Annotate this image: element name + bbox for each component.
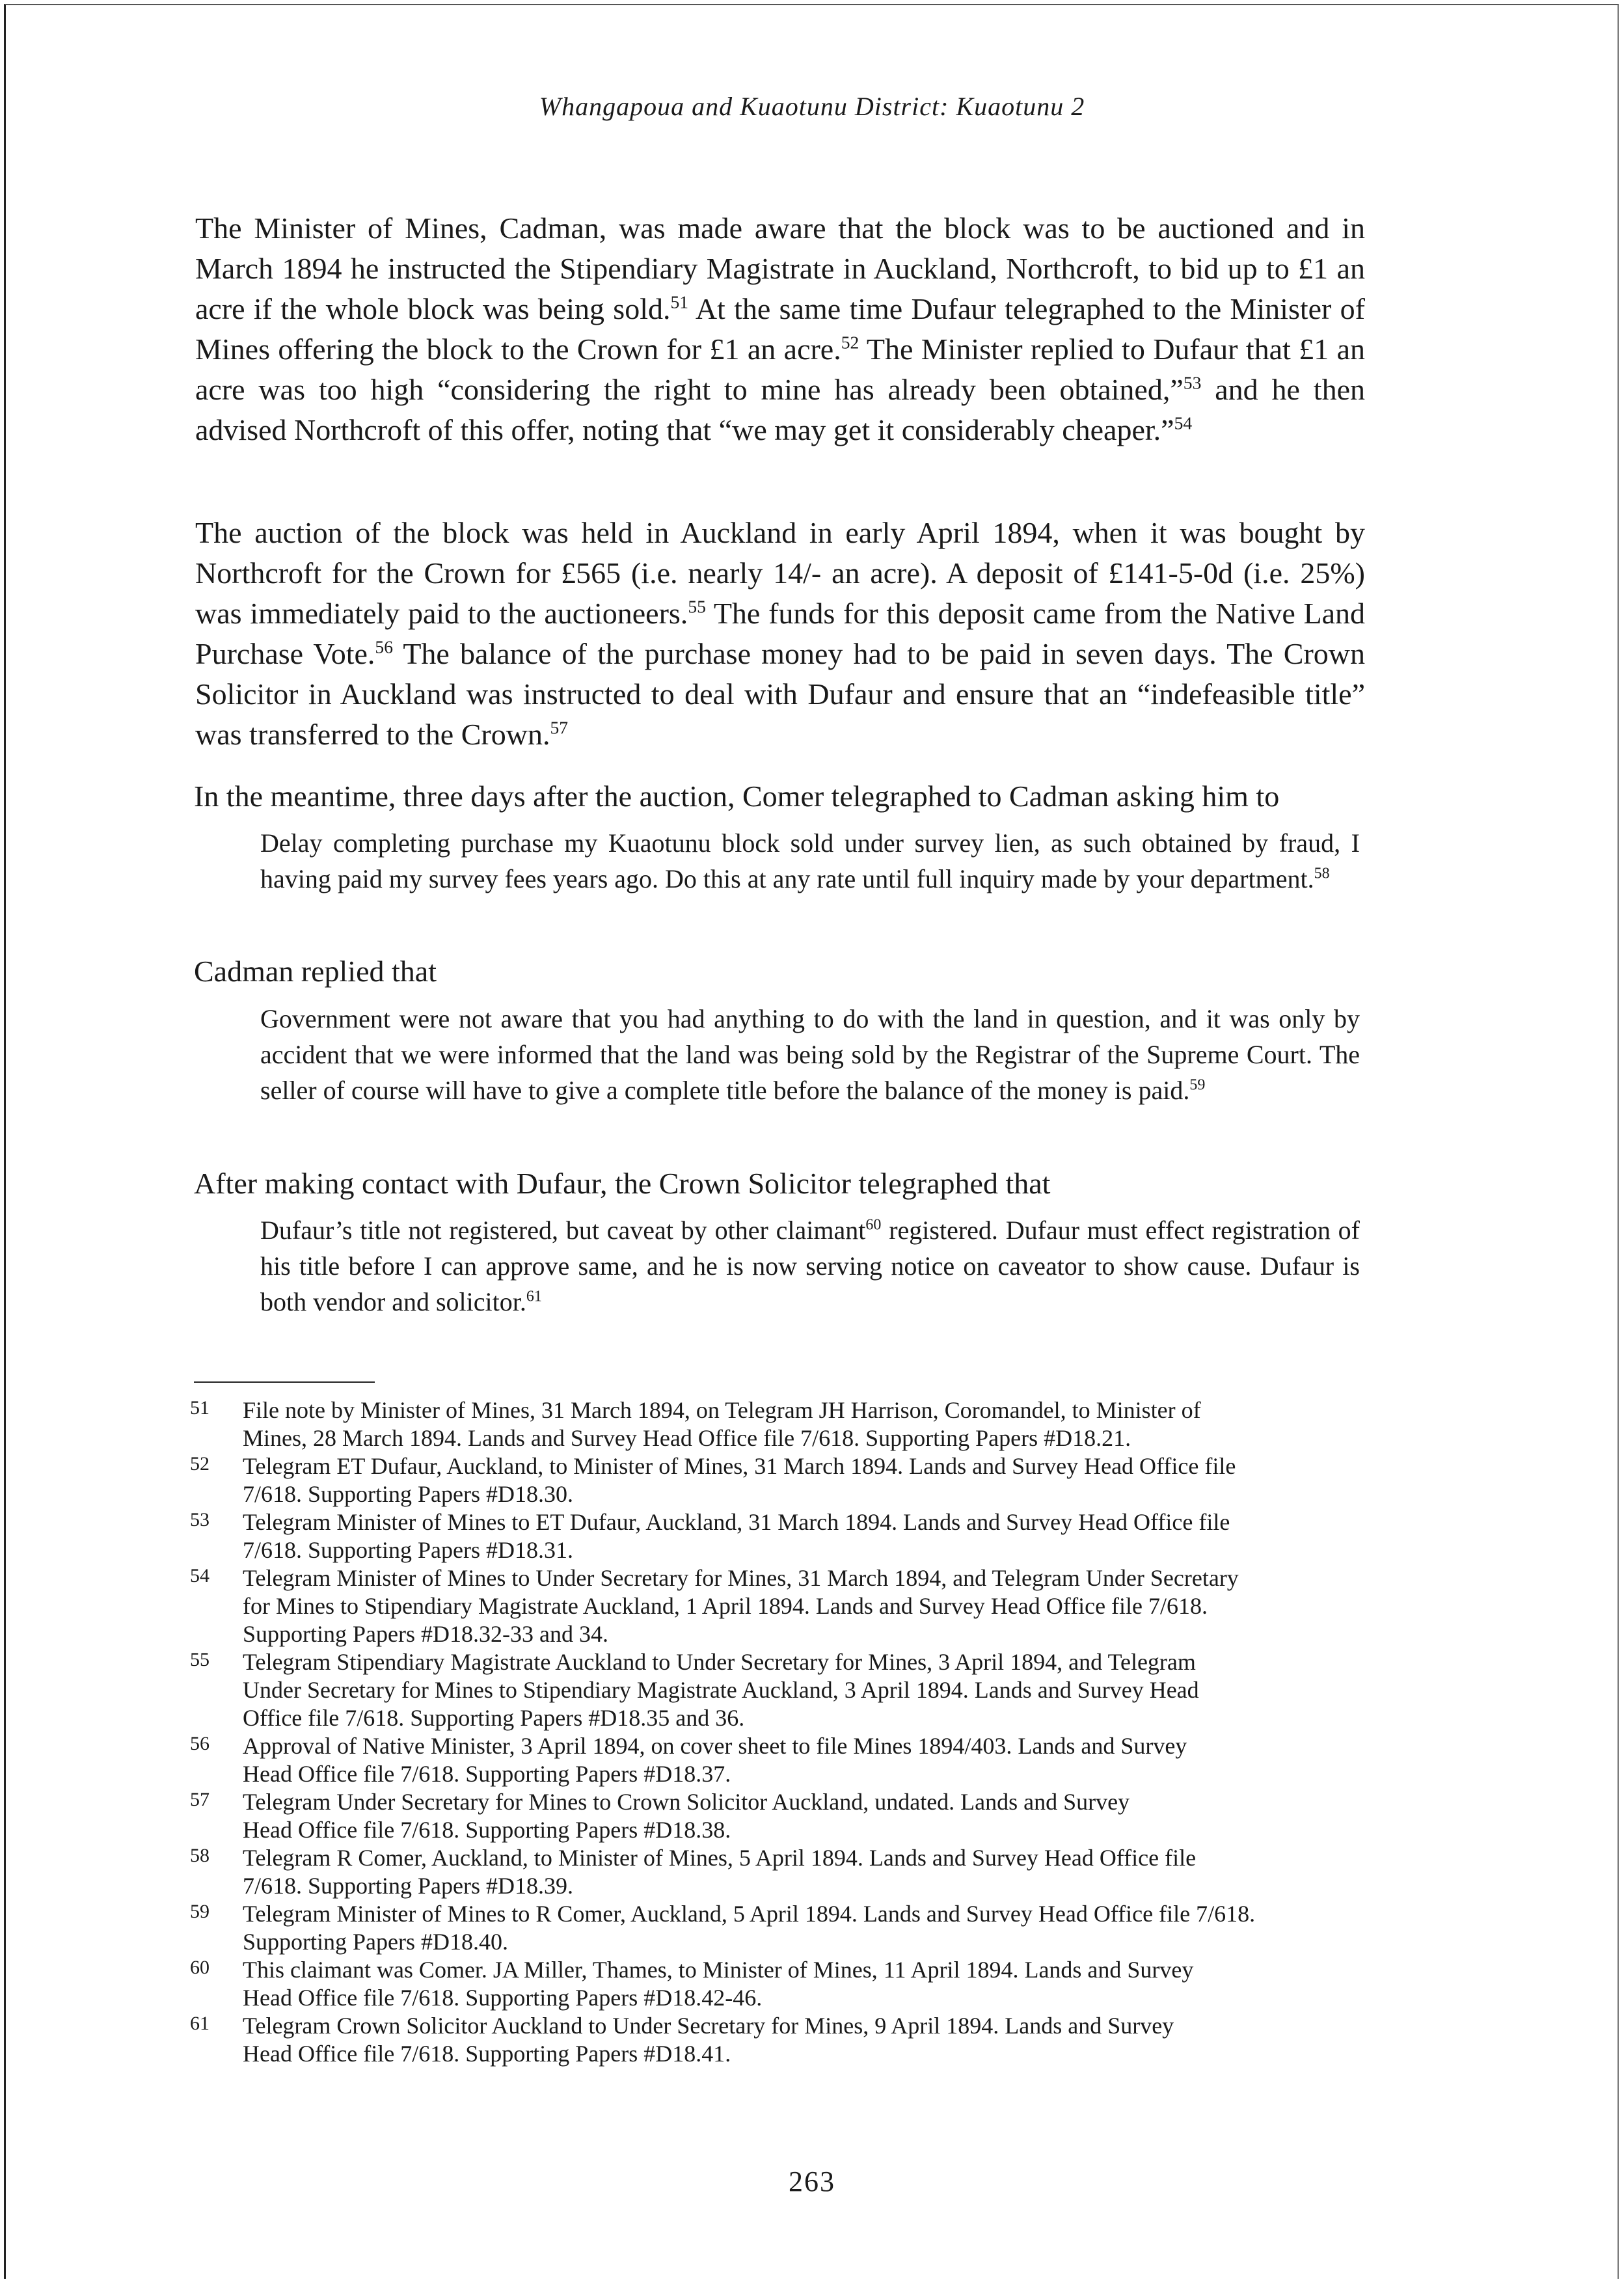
paragraph-text: and he then advised Northcroft of this offer, noting that “we may get it considerably cheaper.” [195,373,1365,446]
footnote-ref[interactable]: 51 [670,292,689,312]
paragraph-text: The Minister replied to Dufaur that £1 an acre was too high “considering the right to mine has already been obtained,” [195,333,1365,406]
footnote-number: 57 [190,1789,210,1810]
quote-text: Government were not aware that you had anything to do with the land in question, and it was only by accident that we were informed that the land was being sold by the Registrar of the Supreme Court. The seller of course will have to give a complete title before the balance of the money is paid. [260,1004,1360,1105]
footnote [190,1900,1368,1956]
footnote-number: 59 [190,1901,210,1922]
footnote-line: for Mines to Stipendiary Magistrate Auckland, 1 April 1894. Lands and Survey Head Office file 7/618. [243,1593,1208,1619]
footnote [190,2012,1368,2068]
footnote-line: Telegram Under Secretary for Mines to Crown Solicitor Auckland, undated. Lands and Survey [243,1789,1130,1815]
block-quote-1 [260,825,1360,897]
footnote [190,1788,1368,1844]
paragraph-text: The balance of the purchase money had to be paid in seven days. The Crown Solicitor in Auckland was instructed to deal with Dufaur and ensure that an “indefeasible title” was transferred to the Crown. [195,637,1365,751]
lead-in-paragraph-3: After making contact with Dufaur, the Crown Solicitor telegraphed that [194,1167,1051,1200]
body-paragraph-1 [195,208,1365,450]
footnote-line: Telegram Minister of Mines to R Comer, Auckland, 5 April 1894. Lands and Survey Head Office file 7/618. [243,1901,1256,1927]
footnote-ref[interactable]: 60 [865,1216,882,1234]
running-head: Whangapoua and Kuaotunu District: Kuaotunu 2 [539,92,1085,121]
quote-text: Dufaur’s title not registered, but caveat by other claimant [260,1216,866,1245]
footnote-number: 54 [190,1565,210,1586]
footnote-ref[interactable]: 58 [1314,865,1330,882]
lead-in-paragraph-2: Cadman replied that [194,955,437,988]
lead-in-paragraph-1: In the meantime, three days after the auction, Comer telegraphed to Cadman asking him to [194,780,1280,813]
quote-text: registered. Dufaur must effect registration of his title before I can approve same, and he is now serving notice on caveator to show cause. Dufaur is both vendor and solicitor. [260,1216,1360,1316]
footnote-number: 52 [190,1453,210,1475]
footnote-ref[interactable]: 55 [688,596,706,617]
paragraph-text: The Minister of Mines, Cadman, was made aware that the block was to be auctioned and in March 1894 he instructed the Stipendiary Magistrate in Auckland, Northcroft, to bid up to £1 an acre if the whole block was being sold. [195,211,1365,325]
paragraph-text: The auction of the block was held in Auckland in early April 1894, when it was bought by Northcroft for the Crown for £565 (i.e. nearly 14/- an acre). A deposit of £141-5-0d (i.e. 25%) was immediately paid to the auctioneers. [195,516,1365,630]
footnote-number: 53 [190,1509,210,1530]
paragraph-text: The funds for this deposit came from the Native Land Purchase Vote. [195,597,1365,670]
footnote-ref[interactable]: 57 [550,717,569,738]
footnote-line: Telegram R Comer, Auckland, to Minister of Mines, 5 April 1894. Lands and Survey Head Office file [243,1845,1197,1871]
footnotes [190,1396,1368,2068]
footnote [190,1508,1368,1564]
footnote [190,1396,1368,1452]
footnote-line: Under Secretary for Mines to Stipendiary Magistrate Auckland, 3 April 1894. Lands and Survey Head [243,1677,1199,1703]
footnote-ref[interactable]: 53 [1183,372,1202,393]
footnote-line: Telegram ET Dufaur, Auckland, to Minister of Mines, 31 March 1894. Lands and Survey Head Office file [243,1453,1236,1479]
footnote-line: 7/618. Supporting Papers #D18.30. [243,1481,573,1507]
footnote-number: 56 [190,1733,210,1754]
quote-text: Delay completing purchase my Kuaotunu block sold under survey lien, as such obtained by fraud, I having paid my survey fees years ago. Do this at any rate until full inquiry made by your department. [260,828,1360,893]
footnote-ref[interactable]: 59 [1189,1076,1206,1094]
footnote-line: Head Office file 7/618. Supporting Papers #D18.38. [243,1817,731,1843]
footnote-line: 7/618. Supporting Papers #D18.39. [243,1873,573,1899]
footnote-line: Head Office file 7/618. Supporting Papers #D18.37. [243,1761,731,1787]
footnote-line: Head Office file 7/618. Supporting Papers #D18.41. [243,2041,731,2067]
footnote-ref[interactable]: 56 [375,636,393,657]
footnote-line: Office file 7/618. Supporting Papers #D18.35 and 36. [243,1705,745,1731]
paragraph-text: At the same time Dufaur telegraphed to the Minister of Mines offering the block to the Crown for £1 an acre. [195,292,1365,366]
footnote-line: Supporting Papers #D18.40. [243,1929,508,1955]
body-paragraph-2 [195,513,1365,755]
footnote-line: 7/618. Supporting Papers #D18.31. [243,1537,573,1563]
footnote [190,1956,1368,2012]
footnote-number: 55 [190,1649,210,1670]
footnote-line: Approval of Native Minister, 3 April 1894, on cover sheet to file Mines 1894/403. Lands and Survey [243,1733,1187,1759]
footnote [190,1732,1368,1788]
footnote-number: 51 [190,1397,210,1419]
footnote-line: Telegram Stipendiary Magistrate Auckland to Under Secretary for Mines, 3 April 1894, and Telegram [243,1649,1196,1675]
footnote [190,1648,1368,1732]
footnote-line: Telegram Minister of Mines to Under Secretary for Mines, 31 March 1894, and Telegram Under Secretary [243,1565,1239,1591]
footnote-number: 61 [190,2013,210,2034]
footnote-line: Supporting Papers #D18.32-33 and 34. [243,1621,608,1647]
footnote-ref[interactable]: 61 [526,1288,542,1305]
footnote-ref[interactable]: 54 [1174,413,1193,433]
page-number: 263 [789,2166,835,2197]
footnote [190,1844,1368,1900]
footnote-line: Mines, 28 March 1894. Lands and Survey Head Office file 7/618. Supporting Papers #D18.21. [243,1425,1131,1451]
footnote-line: Telegram Minister of Mines to ET Dufaur, Auckland, 31 March 1894. Lands and Survey Head Office file [243,1509,1230,1535]
block-quote-3 [260,1212,1360,1320]
footnote [190,1452,1368,1508]
footnote-line: This claimant was Comer. JA Miller, Thames, to Minister of Mines, 11 April 1894. Lands and Survey [243,1957,1194,1983]
footnote-number: 60 [190,1957,210,1978]
block-quote-2 [260,1001,1360,1108]
footnote-line: Telegram Crown Solicitor Auckland to Under Secretary for Mines, 9 April 1894. Lands and Survey [243,2013,1174,2039]
footnote [190,1564,1368,1648]
footnote-separator [194,1381,375,1383]
footnote-number: 58 [190,1845,210,1866]
footnote-ref[interactable]: 52 [841,332,859,353]
footnote-line: File note by Minister of Mines, 31 March 1894, on Telegram JH Harrison, Coromandel, to Minister of [243,1397,1201,1423]
footnote-line: Head Office file 7/618. Supporting Papers #D18.42-46. [243,1985,763,2011]
